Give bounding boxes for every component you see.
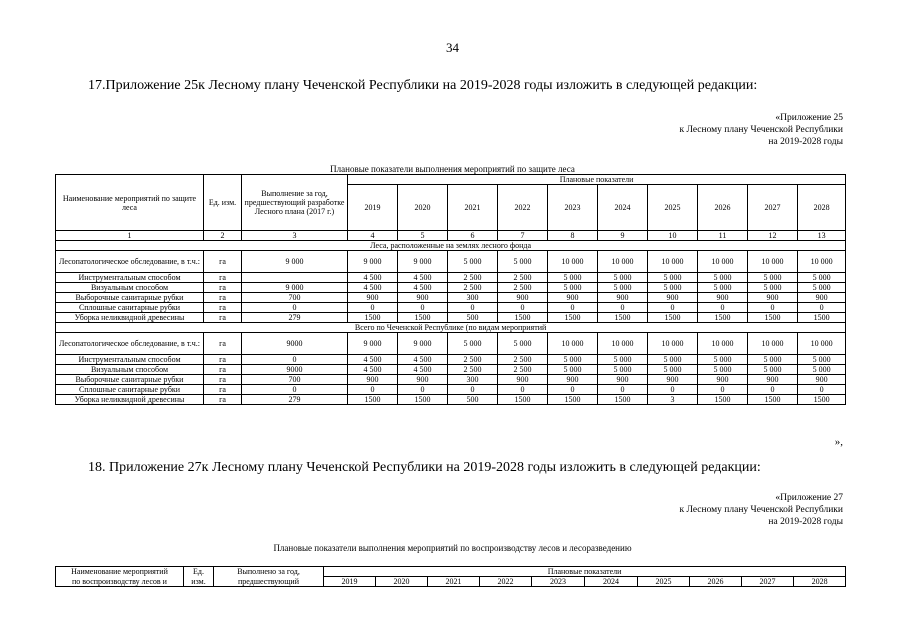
planned-value: 2 500	[448, 355, 498, 365]
header-year: 2023	[548, 185, 598, 231]
unit-cell: га	[204, 283, 242, 293]
planned-value: 4 500	[398, 355, 448, 365]
planned-value: 0	[598, 303, 648, 313]
planned-value: 5 000	[548, 273, 598, 283]
planned-value: 2 500	[498, 365, 548, 375]
unit-cell: га	[204, 365, 242, 375]
previous-year-value: 0	[242, 303, 348, 313]
header-year: 2025	[638, 577, 690, 587]
planned-value: 5 000	[648, 283, 698, 293]
header-year: 2027	[742, 577, 794, 587]
header-year: 2021	[428, 577, 480, 587]
appendix-25-note	[679, 112, 843, 148]
planned-value: 0	[498, 385, 548, 395]
previous-year-value: 9 000	[242, 283, 348, 293]
activity-name: Лесопатологическое обследование, в т.ч.:	[56, 333, 204, 355]
column-number: 2	[204, 231, 242, 241]
planned-value: 1500	[498, 313, 548, 323]
column-number: 6	[448, 231, 498, 241]
planned-value: 10 000	[798, 333, 846, 355]
activity-name: Инструментальным способом	[56, 355, 204, 365]
planned-value: 5 000	[598, 273, 648, 283]
header-year: 2024	[598, 185, 648, 231]
planned-value: 900	[548, 293, 598, 303]
planned-value: 10 000	[598, 251, 648, 273]
previous-year-value: 279	[242, 313, 348, 323]
appendix-line: к Лесному плану Чеченской Республики	[679, 505, 843, 515]
column-number: 9	[598, 231, 648, 241]
column-number: 13	[798, 231, 846, 241]
planned-value: 9 000	[398, 251, 448, 273]
planned-value: 5 000	[548, 355, 598, 365]
planned-value: 5 000	[698, 273, 748, 283]
header-year: 2022	[498, 185, 548, 231]
planned-value: 10 000	[698, 333, 748, 355]
activity-name: Инструментальным способом	[56, 273, 204, 283]
planned-value: 1500	[648, 313, 698, 323]
planned-value: 0	[348, 385, 398, 395]
header-year: 2026	[698, 185, 748, 231]
header-year: 2027	[748, 185, 798, 231]
previous-year-value: 9 000	[242, 251, 348, 273]
appendix-line: на 2019-2028 годы	[768, 137, 843, 147]
planned-value: 2 500	[448, 365, 498, 375]
planned-value: 1500	[748, 395, 798, 405]
forest-protection-table	[55, 174, 846, 405]
planned-value: 900	[648, 375, 698, 385]
header-previous-year-cont: предшествующий	[214, 577, 324, 587]
planned-value: 0	[798, 303, 846, 313]
header-unit: Ед.	[184, 567, 214, 577]
previous-year-value	[242, 273, 348, 283]
header-year: 2019	[324, 577, 376, 587]
planned-value: 10 000	[548, 333, 598, 355]
planned-value: 10 000	[648, 251, 698, 273]
planned-value: 5 000	[648, 365, 698, 375]
planned-value: 5 000	[598, 283, 648, 293]
header-unit: Ед. изм.	[204, 175, 242, 231]
group-title: Всего по Чеченской Республике (по видам мероприятий	[56, 323, 846, 333]
planned-value: 2 500	[498, 273, 548, 283]
planned-value: 0	[648, 303, 698, 313]
header-unit-cont: изм.	[184, 577, 214, 587]
planned-value: 10 000	[648, 333, 698, 355]
unit-cell: га	[204, 375, 242, 385]
header-year: 2019	[348, 185, 398, 231]
planned-value: 9 000	[348, 251, 398, 273]
header-year: 2025	[648, 185, 698, 231]
planned-value: 5 000	[698, 283, 748, 293]
planned-value: 0	[398, 385, 448, 395]
table-row	[56, 283, 846, 293]
table-27-title: Плановые показатели выполнения мероприятий по воспроизводству лесов и лесоразведению	[273, 543, 632, 553]
planned-value: 900	[748, 293, 798, 303]
planned-value: 5 000	[648, 273, 698, 283]
previous-year-value: 0	[242, 385, 348, 395]
header-planned: Плановые показатели	[324, 567, 846, 577]
header-year: 2022	[480, 577, 532, 587]
planned-value: 1500	[598, 313, 648, 323]
planned-value: 10 000	[548, 251, 598, 273]
planned-value: 1500	[498, 395, 548, 405]
planned-value: 5 000	[448, 251, 498, 273]
header-previous-year: Выполнение за год, предшествующий разработке Лесного плана (2017 г.)	[242, 175, 348, 231]
planned-value: 5 000	[798, 283, 846, 293]
previous-year-value: 9000	[242, 365, 348, 375]
table-row	[56, 313, 846, 323]
group-title-row	[56, 323, 846, 333]
planned-value: 5 000	[598, 365, 648, 375]
activity-name: Выборочные санитарные рубки	[56, 293, 204, 303]
planned-value: 5 000	[498, 251, 548, 273]
activity-name: Уборка неликвидной древесины	[56, 395, 204, 405]
planned-value: 5 000	[698, 365, 748, 375]
unit-cell: га	[204, 313, 242, 323]
appendix-line: на 2019-2028 годы	[768, 517, 843, 527]
planned-value: 4 500	[398, 365, 448, 375]
table-row	[56, 385, 846, 395]
planned-value: 0	[698, 303, 748, 313]
planned-value: 1500	[348, 395, 398, 405]
planned-value: 900	[548, 375, 598, 385]
header-activity-name: Наименование мероприятий по защите леса	[56, 175, 204, 231]
planned-value: 0	[748, 385, 798, 395]
section-18-heading: 18. Приложение 27к Лесному плану Чеченской Республики на 2019-2028 годы изложить в следующей редакции:	[88, 460, 761, 475]
planned-value: 5 000	[448, 333, 498, 355]
header-year: 2024	[585, 577, 638, 587]
column-number: 7	[498, 231, 548, 241]
planned-value: 2 500	[448, 283, 498, 293]
header-year: 2020	[398, 185, 448, 231]
planned-value: 900	[798, 375, 846, 385]
planned-value: 4 500	[348, 273, 398, 283]
activity-name: Визуальным способом	[56, 283, 204, 293]
planned-value: 5 000	[798, 273, 846, 283]
column-number: 8	[548, 231, 598, 241]
table-row	[56, 375, 846, 385]
planned-value: 10 000	[798, 251, 846, 273]
activity-name: Сплошные санитарные рубки	[56, 303, 204, 313]
reforestation-table	[55, 566, 846, 587]
unit-cell: га	[204, 395, 242, 405]
planned-value: 1500	[598, 395, 648, 405]
planned-value: 10 000	[748, 333, 798, 355]
table-row	[56, 333, 846, 355]
planned-value: 0	[548, 385, 598, 395]
table-row	[56, 251, 846, 273]
previous-year-value: 700	[242, 375, 348, 385]
unit-cell: га	[204, 293, 242, 303]
planned-value: 0	[448, 303, 498, 313]
planned-value: 2 500	[498, 355, 548, 365]
planned-value: 900	[398, 375, 448, 385]
planned-value: 5 000	[748, 355, 798, 365]
planned-value: 900	[598, 375, 648, 385]
planned-value: 5 000	[598, 355, 648, 365]
planned-value: 0	[548, 303, 598, 313]
planned-value: 0	[598, 385, 648, 395]
group-title: Леса, расположенные на землях лесного фонда	[56, 241, 846, 251]
planned-value: 1500	[748, 313, 798, 323]
planned-value: 900	[698, 375, 748, 385]
planned-value: 1500	[398, 395, 448, 405]
header-year: 2028	[798, 185, 846, 231]
column-number: 11	[698, 231, 748, 241]
section-17-heading: 17.Приложение 25к Лесному плану Чеченской Республики на 2019-2028 годы изложить в следующей редакции:	[88, 78, 758, 93]
planned-value: 1500	[348, 313, 398, 323]
planned-value: 900	[348, 293, 398, 303]
previous-year-value: 279	[242, 395, 348, 405]
planned-value: 5 000	[798, 365, 846, 375]
header-year: 2028	[794, 577, 846, 587]
planned-value: 900	[648, 293, 698, 303]
planned-value: 2 500	[448, 273, 498, 283]
planned-value: 4 500	[348, 365, 398, 375]
planned-value: 0	[798, 385, 846, 395]
planned-value: 5 000	[698, 355, 748, 365]
planned-value: 5 000	[748, 273, 798, 283]
planned-value: 1500	[548, 313, 598, 323]
planned-value: 4 500	[398, 283, 448, 293]
planned-value: 1500	[548, 395, 598, 405]
planned-value: 1500	[798, 395, 846, 405]
planned-value: 9 000	[398, 333, 448, 355]
planned-value: 1500	[698, 395, 748, 405]
planned-value: 300	[448, 293, 498, 303]
table-row	[56, 273, 846, 283]
planned-value: 5 000	[498, 333, 548, 355]
table-row	[56, 303, 846, 313]
closing-quote: »,	[834, 436, 843, 448]
appendix-line: «Приложение 25	[775, 113, 843, 123]
table-25-title: Плановые показатели выполнения мероприятий по защите леса	[330, 164, 575, 174]
header-activity-name-cont: по воспроизводству лесов и	[56, 577, 184, 587]
planned-value: 1500	[698, 313, 748, 323]
planned-value: 900	[498, 293, 548, 303]
planned-value: 0	[648, 385, 698, 395]
unit-cell: га	[204, 251, 242, 273]
planned-value: 5 000	[548, 365, 598, 375]
unit-cell: га	[204, 355, 242, 365]
header-planned: Плановые показатели	[348, 175, 846, 185]
group-title-row	[56, 241, 846, 251]
activity-name: Выборочные санитарные рубки	[56, 375, 204, 385]
planned-value: 900	[398, 293, 448, 303]
planned-value: 3	[648, 395, 698, 405]
activity-name: Визуальным способом	[56, 365, 204, 375]
previous-year-value: 0	[242, 355, 348, 365]
header-year: 2020	[376, 577, 428, 587]
unit-cell: га	[204, 273, 242, 283]
planned-value: 10 000	[698, 251, 748, 273]
table-row	[56, 355, 846, 365]
appendix-line: к Лесному плану Чеченской Республики	[679, 125, 843, 135]
activity-name: Уборка неликвидной древесины	[56, 313, 204, 323]
planned-value: 900	[498, 375, 548, 385]
appendix-line: «Приложение 27	[775, 493, 843, 503]
header-year: 2023	[532, 577, 585, 587]
planned-value: 300	[448, 375, 498, 385]
planned-value: 4 500	[348, 355, 398, 365]
header-activity-name: Наименование мероприятий	[56, 567, 184, 577]
planned-value: 5 000	[548, 283, 598, 293]
table-row	[56, 365, 846, 375]
column-number: 3	[242, 231, 348, 241]
previous-year-value: 700	[242, 293, 348, 303]
planned-value: 0	[698, 385, 748, 395]
column-number-row	[56, 231, 846, 241]
planned-value: 500	[448, 313, 498, 323]
unit-cell: га	[204, 385, 242, 395]
planned-value: 0	[398, 303, 448, 313]
planned-value: 4 500	[348, 283, 398, 293]
planned-value: 900	[348, 375, 398, 385]
planned-value: 5 000	[798, 355, 846, 365]
planned-value: 4 500	[398, 273, 448, 283]
column-number: 4	[348, 231, 398, 241]
activity-name: Лесопатологическое обследование, в т.ч.:	[56, 251, 204, 273]
page-number: 34	[446, 40, 459, 55]
planned-value: 2 500	[498, 283, 548, 293]
table-row	[56, 293, 846, 303]
column-number: 1	[56, 231, 204, 241]
planned-value: 900	[748, 375, 798, 385]
column-number: 10	[648, 231, 698, 241]
planned-value: 0	[498, 303, 548, 313]
column-number: 5	[398, 231, 448, 241]
planned-value: 5 000	[748, 283, 798, 293]
planned-value: 500	[448, 395, 498, 405]
planned-value: 5 000	[648, 355, 698, 365]
planned-value: 900	[598, 293, 648, 303]
previous-year-value: 9000	[242, 333, 348, 355]
unit-cell: га	[204, 303, 242, 313]
planned-value: 9 000	[348, 333, 398, 355]
planned-value: 0	[448, 385, 498, 395]
planned-value: 1500	[798, 313, 846, 323]
unit-cell: га	[204, 333, 242, 355]
planned-value: 10 000	[598, 333, 648, 355]
table-row	[56, 395, 846, 405]
planned-value: 900	[698, 293, 748, 303]
planned-value: 10 000	[748, 251, 798, 273]
planned-value: 900	[798, 293, 846, 303]
activity-name: Сплошные санитарные рубки	[56, 385, 204, 395]
appendix-27-note	[679, 492, 843, 528]
column-number: 12	[748, 231, 798, 241]
header-year: 2021	[448, 185, 498, 231]
planned-value: 0	[348, 303, 398, 313]
planned-value: 5 000	[748, 365, 798, 375]
header-previous-year: Выполнено за год,	[214, 567, 324, 577]
planned-value: 0	[748, 303, 798, 313]
header-year: 2026	[690, 577, 742, 587]
planned-value: 1500	[398, 313, 448, 323]
